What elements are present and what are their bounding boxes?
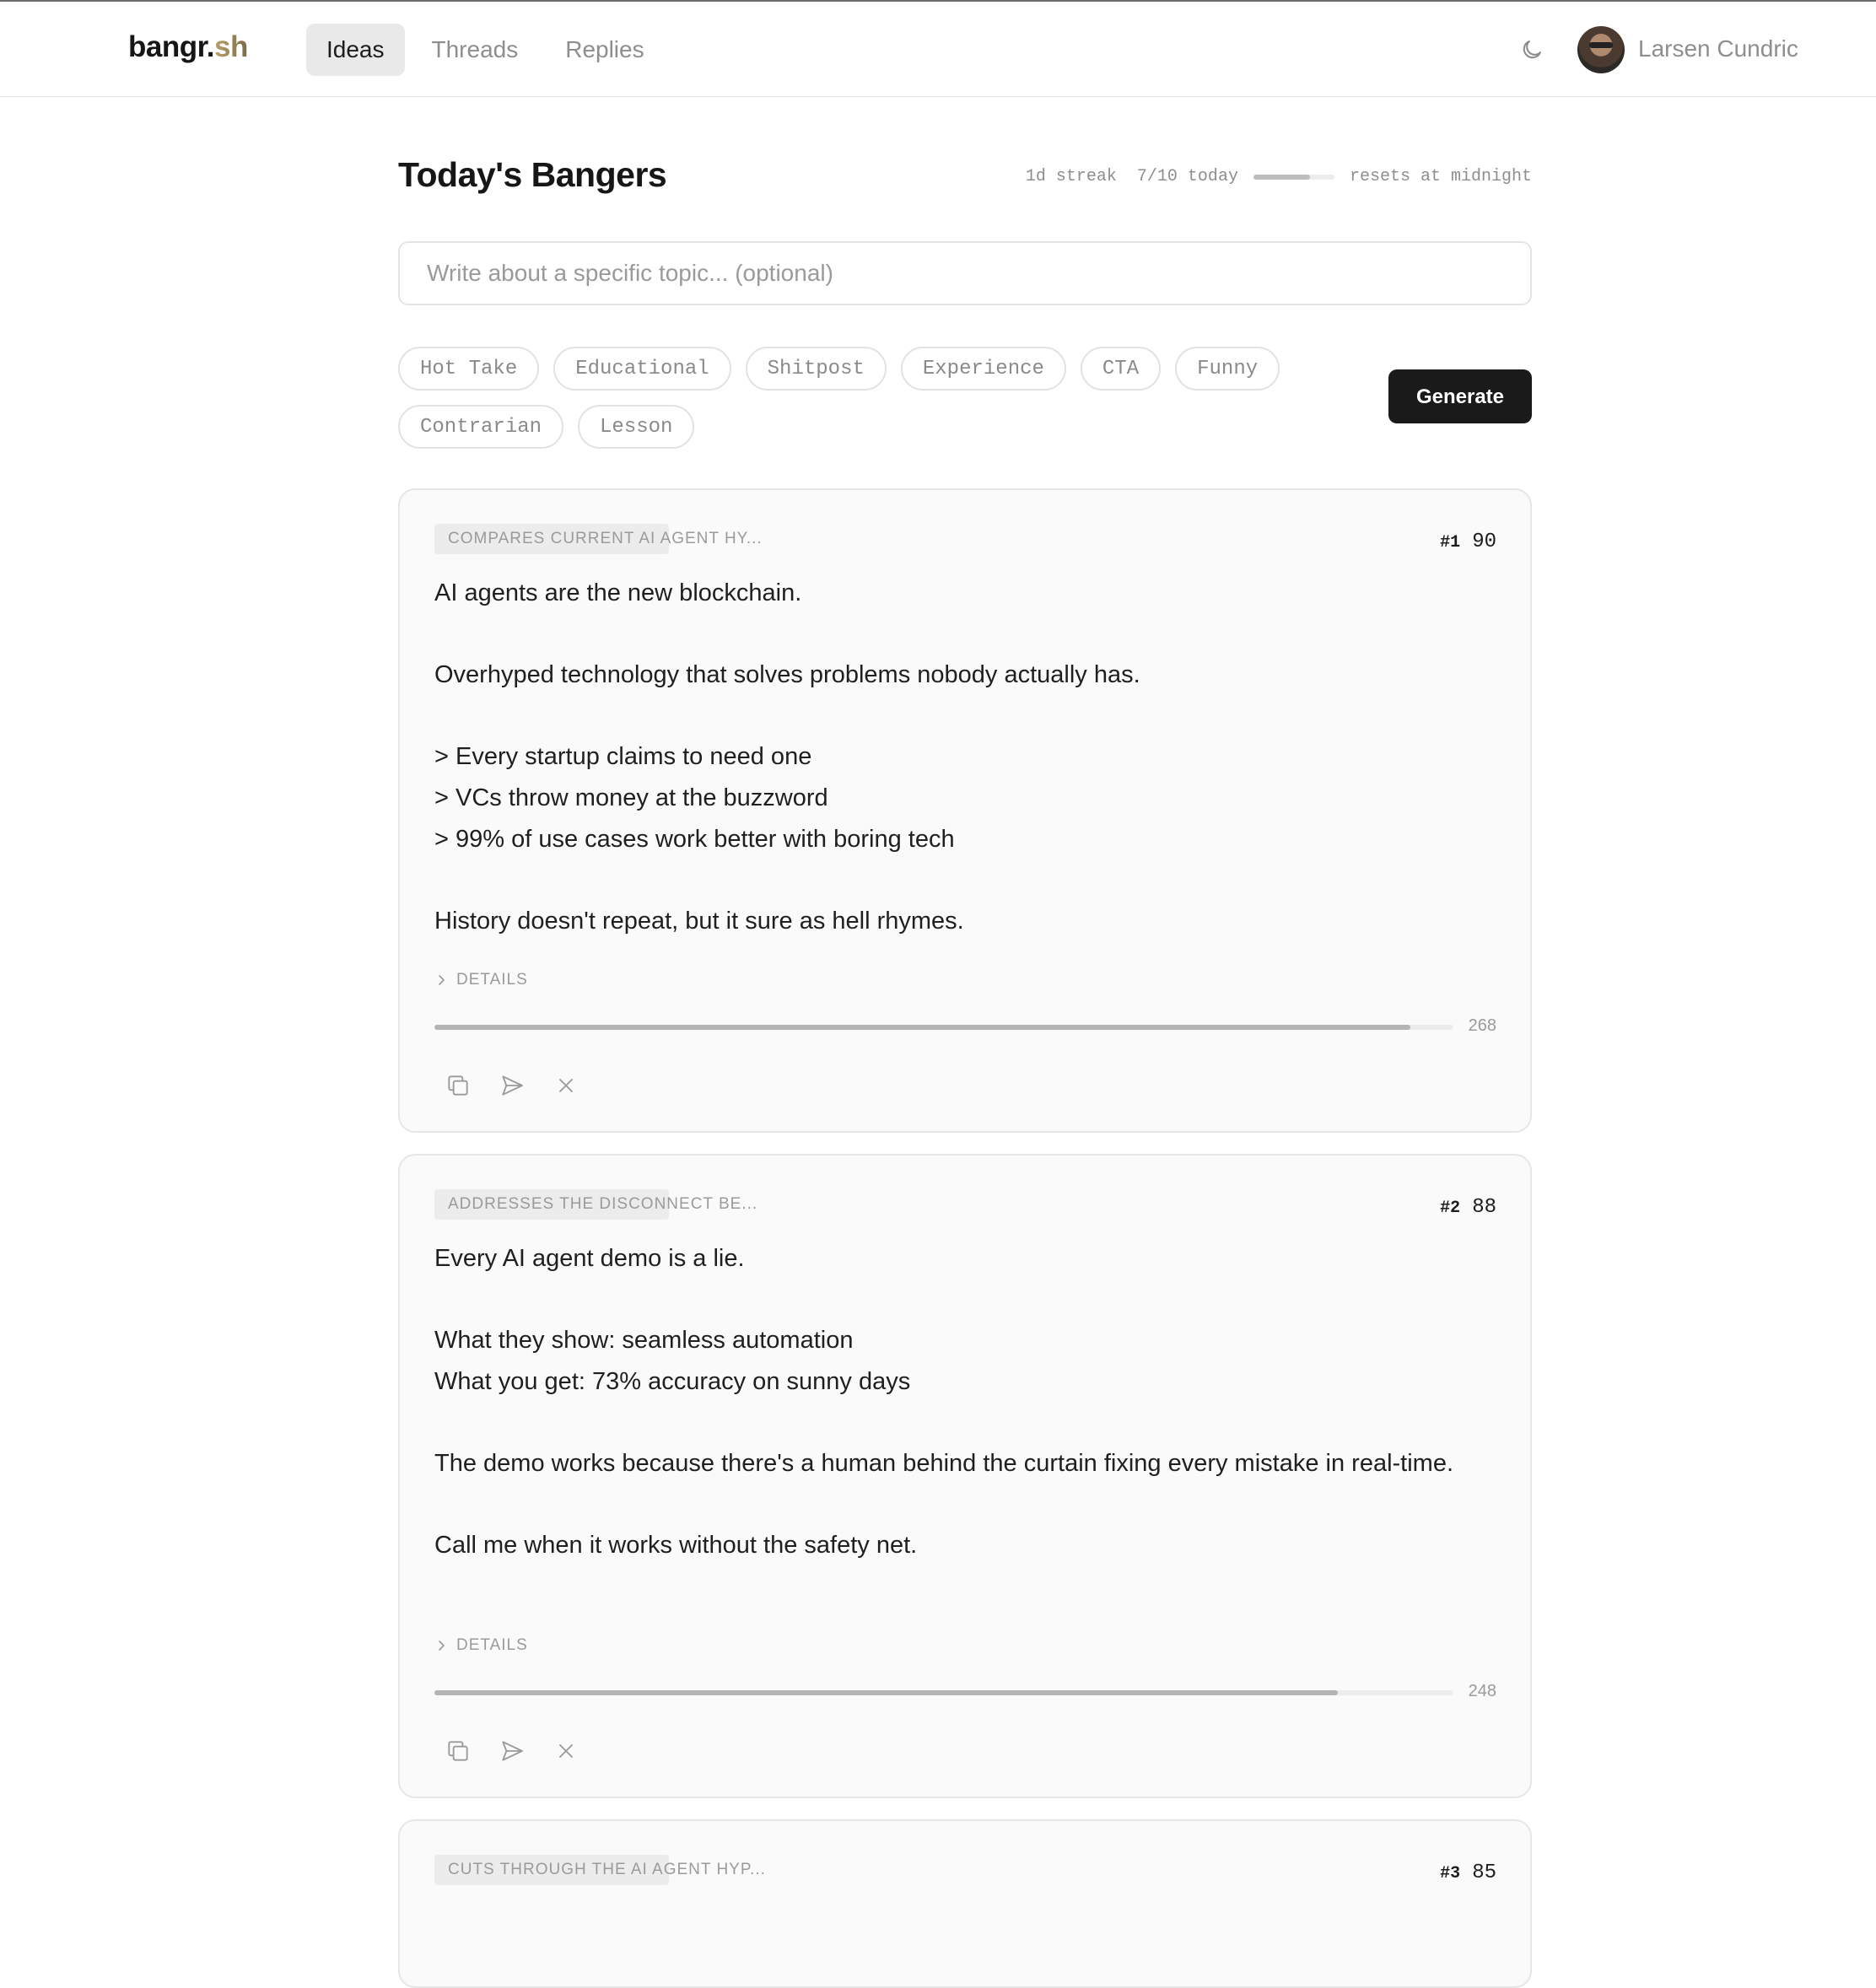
char-count: 268 xyxy=(1468,1016,1496,1035)
nav-replies[interactable]: Replies xyxy=(565,36,644,62)
rank-score: 90 xyxy=(1472,531,1496,553)
post-button[interactable] xyxy=(498,1071,526,1100)
close-icon xyxy=(554,1739,578,1763)
card-rank xyxy=(1440,1194,1496,1219)
nav-ideas[interactable]: Ideas xyxy=(306,24,405,76)
card-actions xyxy=(444,1737,580,1765)
user-name[interactable]: Larsen Cundric xyxy=(1638,35,1798,62)
chip-row xyxy=(398,347,1326,391)
post-body xyxy=(434,573,1480,942)
close-icon xyxy=(554,1074,578,1097)
chip-contrarian[interactable]: Contrarian xyxy=(398,405,563,449)
main-nav xyxy=(306,24,671,76)
post-line: What you get: 73% accuracy on sunny days xyxy=(434,1368,911,1395)
today-count: 7/10 today xyxy=(1136,167,1238,186)
chip-experience[interactable]: Experience xyxy=(901,347,1066,391)
char-count: 248 xyxy=(1468,1682,1496,1700)
copy-icon xyxy=(445,1737,472,1764)
post-paragraph xyxy=(434,573,1480,614)
chip-lesson[interactable]: Lesson xyxy=(578,405,694,449)
post-paragraph xyxy=(434,1525,1480,1566)
idea-card xyxy=(398,488,1532,1133)
card-rank xyxy=(1440,1860,1496,1884)
rank-number: #3 xyxy=(1440,1864,1461,1883)
post-line: AI agents are the new blockchain. xyxy=(434,579,802,606)
details-toggle[interactable] xyxy=(434,1636,528,1655)
rank-number: #1 xyxy=(1440,533,1461,552)
post-line: Call me when it works without the safety net. xyxy=(434,1532,918,1559)
logo[interactable] xyxy=(128,30,248,64)
post-line: The demo works because there's a human behind the curtain fixing every mistake in real-time. xyxy=(434,1450,1454,1477)
post-paragraph xyxy=(434,736,1480,860)
send-icon xyxy=(499,1737,526,1764)
dismiss-button[interactable] xyxy=(552,1737,580,1765)
chip-hot-take[interactable]: Hot Take xyxy=(398,347,539,391)
copy-icon xyxy=(445,1072,472,1099)
chip-shitpost[interactable]: Shitpost xyxy=(746,347,887,391)
post-paragraph xyxy=(434,1238,1480,1280)
post-paragraph xyxy=(434,1320,1480,1403)
post-line: Every AI agent demo is a lie. xyxy=(434,1245,745,1272)
char-progress-fill xyxy=(434,1025,1410,1030)
post-line: > 99% of use cases work better with boring tech xyxy=(434,826,955,853)
copy-button[interactable] xyxy=(444,1737,472,1765)
rank-score: 88 xyxy=(1472,1196,1496,1219)
avatar[interactable] xyxy=(1577,26,1625,73)
top-bar xyxy=(0,2,1876,97)
post-paragraph xyxy=(434,655,1480,696)
post-paragraph xyxy=(434,901,1480,942)
nav-threads[interactable]: Threads xyxy=(431,36,519,62)
rank-number: #2 xyxy=(1440,1199,1461,1218)
daily-progress-fill xyxy=(1253,175,1310,180)
reset-label: resets at midnight xyxy=(1349,167,1532,186)
details-label: DETAILS xyxy=(456,1636,528,1654)
details-label: DETAILS xyxy=(456,971,528,989)
card-rank xyxy=(1440,529,1496,553)
topic-input[interactable] xyxy=(398,241,1532,305)
chip-educational[interactable]: Educational xyxy=(553,347,730,391)
post-line: > VCs throw money at the buzzword xyxy=(434,784,828,811)
daily-progress-bar xyxy=(1253,175,1334,180)
dismiss-button[interactable] xyxy=(552,1071,580,1100)
card-tag: ADDRESSES THE DISCONNECT BE... xyxy=(434,1189,669,1220)
post-line: > Every startup claims to need one xyxy=(434,743,812,770)
chip-funny[interactable]: Funny xyxy=(1175,347,1280,391)
post-body xyxy=(434,1238,1480,1566)
moon-icon[interactable] xyxy=(1519,37,1544,62)
rank-score: 85 xyxy=(1472,1861,1496,1884)
daily-stats xyxy=(1026,167,1532,186)
details-toggle[interactable] xyxy=(434,971,528,989)
generate-button[interactable]: Generate xyxy=(1388,369,1532,423)
post-line: What they show: seamless automation xyxy=(434,1327,854,1354)
logo-accent: sh xyxy=(214,30,248,63)
char-progress-fill xyxy=(434,1690,1338,1695)
chip-cta[interactable]: CTA xyxy=(1081,347,1161,391)
idea-card xyxy=(398,1819,1532,1988)
char-progress-bar xyxy=(434,1025,1453,1030)
card-tag: COMPARES CURRENT AI AGENT HY... xyxy=(434,524,669,554)
avatar-glasses xyxy=(1589,42,1613,48)
page-title: Today's Bangers xyxy=(398,155,667,194)
char-progress-bar xyxy=(434,1690,1453,1695)
style-chips xyxy=(398,347,1326,463)
send-icon xyxy=(499,1072,526,1099)
logo-text: bangr. xyxy=(128,30,215,63)
post-line: History doesn't repeat, but it sure as hell rhymes. xyxy=(434,908,964,935)
idea-card xyxy=(398,1154,1532,1798)
card-actions xyxy=(444,1071,580,1100)
streak-label: 1d streak xyxy=(1025,167,1117,186)
post-line: Overhyped technology that solves problems nobody actually has. xyxy=(434,661,1140,688)
post-button[interactable] xyxy=(498,1737,526,1765)
chevron-right-icon xyxy=(434,973,448,987)
copy-button[interactable] xyxy=(444,1071,472,1100)
chevron-right-icon xyxy=(434,1639,448,1652)
card-tag: CUTS THROUGH THE AI AGENT HYP... xyxy=(434,1855,669,1885)
post-paragraph xyxy=(434,1443,1480,1484)
chip-row xyxy=(398,405,1326,449)
